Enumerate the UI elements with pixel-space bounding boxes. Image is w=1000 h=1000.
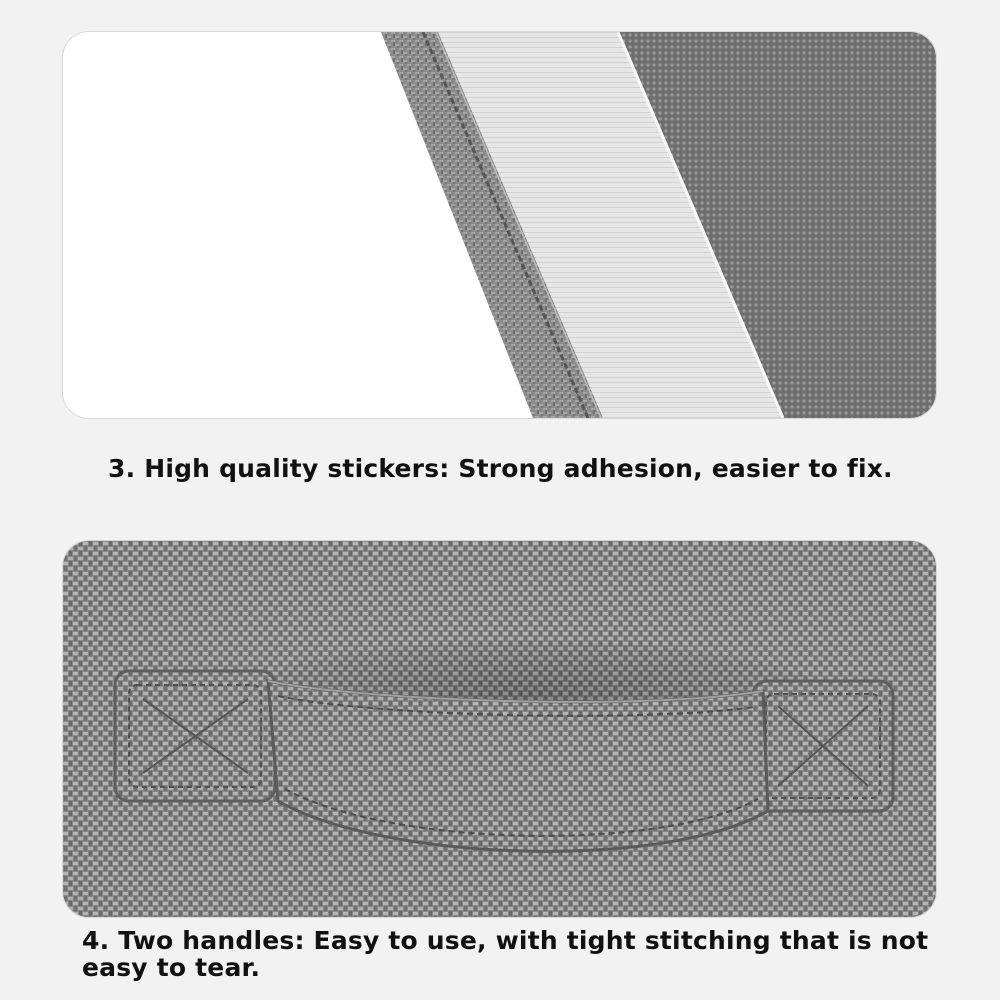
handle-closeup-illustration (63, 541, 936, 917)
sticker-closeup-photo (63, 32, 936, 418)
handles-caption: 4. Two handles: Easy to use, with tight stitching that is not easy to tear. (82, 926, 929, 982)
sticker-closeup-illustration (63, 32, 936, 418)
stickers-caption: 3. High quality stickers: Strong adhesion, easier to fix. (108, 454, 893, 483)
handle-closeup-photo (63, 541, 936, 917)
